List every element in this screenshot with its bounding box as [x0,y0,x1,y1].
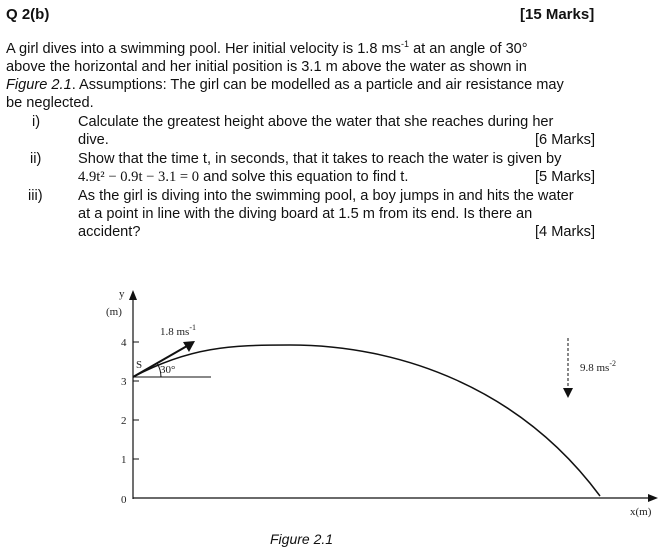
part-ii-line-1: Show that the time t, in seconds, that it takes to reach the water is given by [78,151,562,167]
start-point-label: S [136,359,143,371]
velocity-unit-exponent: -1 [401,39,410,49]
question-number: Q 2(b) [6,6,50,23]
part-i-label: i) [32,114,41,130]
y-axis-label: y [119,288,125,300]
part-ii-line-2-text: and solve this equation to find t. [199,169,409,185]
part-ii-line-2 [78,168,408,186]
time-equation: 4.9t² − 0.9t − 3.1 = 0 [78,169,200,185]
velocity-label: 1.8 $ms^{-1}$ [160,323,197,338]
part-iii-line-3: accident? [78,224,141,240]
x-axis-label: x(m) [630,506,652,518]
part-iii-line-2: at a point in line with the diving board at 1.5 m from its end. Is there an [78,206,533,222]
part-i-line-1: Calculate the greatest height above the water that she reaches during her [78,114,554,130]
question-marks: [15 Marks] [520,6,595,23]
x-axis-arrow-icon [648,494,658,502]
part-iii-line-1: As the girl is diving into the swimming pool, a boy jumps in and hits the water [78,188,574,204]
gravity-arrowhead-icon [563,388,573,398]
intro-line-3-text: . Assumptions: The girl can be modelled as a particle and air resistance may [71,77,564,93]
y-tick-1: 1 [121,454,127,466]
y-axis-unit: (m) [106,306,122,318]
figure-reference: Figure 2.1 [6,77,72,93]
y-tick-4: 4 [121,337,127,349]
intro-line-1-text: A girl dives into a swimming pool. Her initial velocity is 1.8 ms [6,41,401,57]
angle-label: 30° [160,364,176,376]
part-ii-marks: [5 Marks] [535,169,596,185]
trajectory-curve [133,345,600,496]
part-iii-label: iii) [28,188,43,204]
intro-line-2: above the horizontal and her initial position is 3.1 m above the water as shown in [6,59,527,75]
part-i-marks: [6 Marks] [535,132,596,148]
part-ii-label: ii) [30,151,42,167]
y-tick-3: 3 [121,376,127,388]
figure-caption: Figure 2.1 [270,531,334,547]
gravity-label: 9.8 $ms^{-2}$ [580,359,617,374]
intro-line-4: be neglected. [6,95,94,111]
y-tick-0: 0 [121,494,127,506]
figure-diagram [0,278,663,556]
part-i-line-2: dive. [78,132,109,148]
intro-line-3 [6,76,564,94]
intro-line-1 [6,40,528,58]
intro-line-1-end: at an angle of 30° [409,41,528,57]
y-axis-arrow-icon [129,290,137,300]
part-iii-marks: [4 Marks] [535,224,596,240]
y-tick-2: 2 [121,415,127,427]
